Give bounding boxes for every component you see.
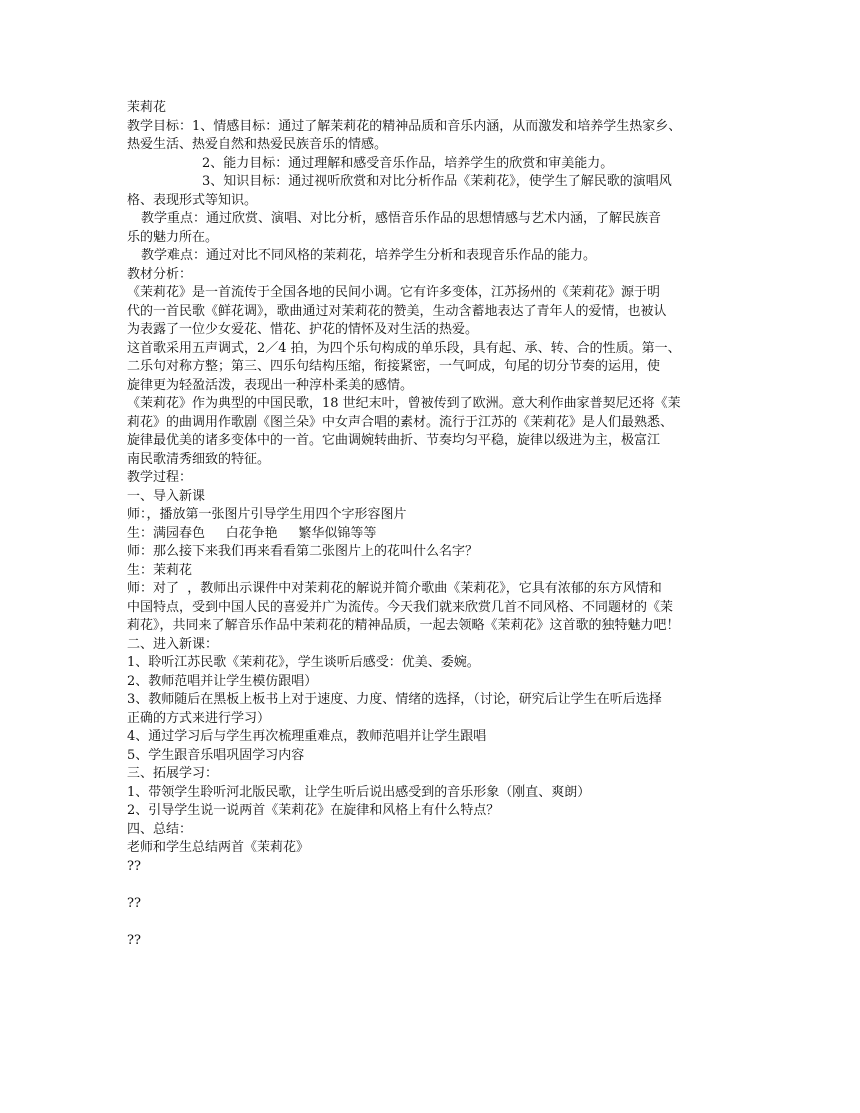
doc-line: 2、引导学生说一说两首《茉莉花》在旋律和风格上有什么特点？: [127, 803, 500, 818]
doc-line: 生：茉莉花: [127, 562, 193, 578]
doc-line: 老师和学生总结两首《茉莉花》: [127, 840, 310, 855]
document-page: [127, 99, 737, 950]
doc-line: 这首歌采用五声调式，2／4 拍，为四个乐句构成的单乐段，具有起、承、转、合的性质。第一、: [127, 340, 681, 356]
doc-line: 3、教师随后在黑板上板书上对于速度、力度、情绪的选择，（讨论，研究后让学生在听后选择: [127, 692, 662, 707]
doc-line: 《茉莉花》是一首流传于全国各地的民间小调。它有许多变体，江苏扬州的《茉莉花》源于明: [127, 285, 661, 300]
section-heading: 四、总结：: [127, 821, 193, 837]
blank-line: [127, 913, 737, 932]
doc-line: 代的一首民歌《鲜花调》，歌曲通过对茉莉花的赞美，生动含蓄地表达了青年人的爱情，也被认: [127, 303, 667, 319]
doc-line: 教学目标：1、情感目标：通过了解茉莉花的精神品质和音乐内涵，从而激发和培养学生热家乡、: [127, 118, 682, 134]
placeholder-text: ??: [127, 895, 141, 911]
doc-line: 格、表现形式等知识。: [127, 192, 258, 208]
section-heading: 二、进入新课：: [127, 636, 219, 652]
doc-line: 1、带领学生聆听河北版民歌，让学生听后说出感受到的音乐形象（刚直、爽朗）: [127, 784, 591, 800]
doc-line: 莉花》的曲调用作歌剧《图兰朵》中女声合唱的素材。流行于江苏的《茉莉花》是人们最熟悉、: [127, 414, 674, 430]
doc-line: 热爱生活、热爱自然和热爱民族音乐的情感。: [127, 137, 388, 152]
doc-title: 茉莉花: [127, 100, 167, 115]
doc-line: 教学难点：通过对比不同风格的茉莉花，培养学生分析和表现音乐作品的能力。: [141, 248, 597, 263]
doc-line: 南民歌清秀细致的特征。: [127, 451, 271, 467]
doc-line: 莉花》，共同来了解音乐作品中茉莉花的精神品质，一起去领略《茉莉花》这首歌的独特魅力吧！: [127, 618, 680, 633]
doc-line: 生：满园春色 白花争艳 繁华似锦等等: [127, 525, 377, 541]
doc-line: 乐的魅力所在。: [127, 229, 219, 245]
doc-line: 4、通过学习后与学生再次梳理重难点，教师范唱并让学生跟唱: [127, 729, 487, 744]
placeholder-text: ??: [127, 858, 141, 874]
section-heading: 三、拓展学习：: [127, 766, 219, 781]
placeholder-text: ??: [127, 932, 141, 948]
section-heading: 教学过程：: [127, 470, 193, 485]
doc-line: 旋律更为轻盈活泼，表现出一种淳朴柔美的感情。: [127, 377, 414, 393]
doc-line: 正确的方式来进行学习）: [127, 710, 271, 726]
doc-line: 《茉莉花》作为典型的中国民歌，18 世纪末叶，曾被传到了欧洲。意大利作曲家普契尼还将《茉: [127, 396, 681, 411]
doc-line: 为表露了一位少女爱花、惜花、护花的情怀及对生活的热爱。: [127, 322, 479, 337]
doc-line: 5、学生跟音乐唱巩固学习内容: [127, 747, 305, 763]
doc-line: 二乐句对称方整；第三、四乐句结构压缩，衔接紧密，一气呵成，句尾的切分节奏的运用，使: [127, 359, 661, 374]
doc-line: 旋律最优美的诸多变体中的一首。它曲调婉转曲折、节奏均匀平稳，旋律以级进为主，极富江: [127, 433, 661, 448]
doc-line: 3、知识目标：通过视听欣赏和对比分析作品《茉莉花》，使学生了解民歌的演唱风: [202, 174, 672, 189]
doc-line: 中国特点，受到中国人民的喜爱并广为流传。今天我们就来欣赏几首不同风格、不同题材的《茉: [127, 599, 674, 615]
doc-line: 2、教师范唱并让学生模仿跟唱）: [127, 673, 318, 689]
blank-line: [127, 876, 737, 895]
doc-line: 师：对了 ，教师出示课件中对茉莉花的解说并简介歌曲《茉莉花》，它具有浓郁的东方风情和: [127, 581, 662, 596]
doc-line: 2、能力目标：通过理解和感受音乐作品，培养学生的欣赏和审美能力。: [202, 155, 614, 171]
doc-line: 师：那么接下来我们再来看看第二张图片上的花叫什么名字？: [127, 544, 479, 559]
doc-line: 师：，播放第一张图片引导学生用四个字形容图片: [127, 507, 407, 522]
section-heading: 教材分析：: [127, 266, 193, 282]
doc-line: 1、聆听江苏民歌《茉莉花》，学生谈听后感受：优美、委婉。: [127, 655, 480, 670]
section-heading: 一、导入新课: [127, 488, 206, 504]
doc-line: 教学重点：通过欣赏、演唱、对比分析，感悟音乐作品的思想情感与艺术内涵，了解民族音: [141, 211, 662, 226]
